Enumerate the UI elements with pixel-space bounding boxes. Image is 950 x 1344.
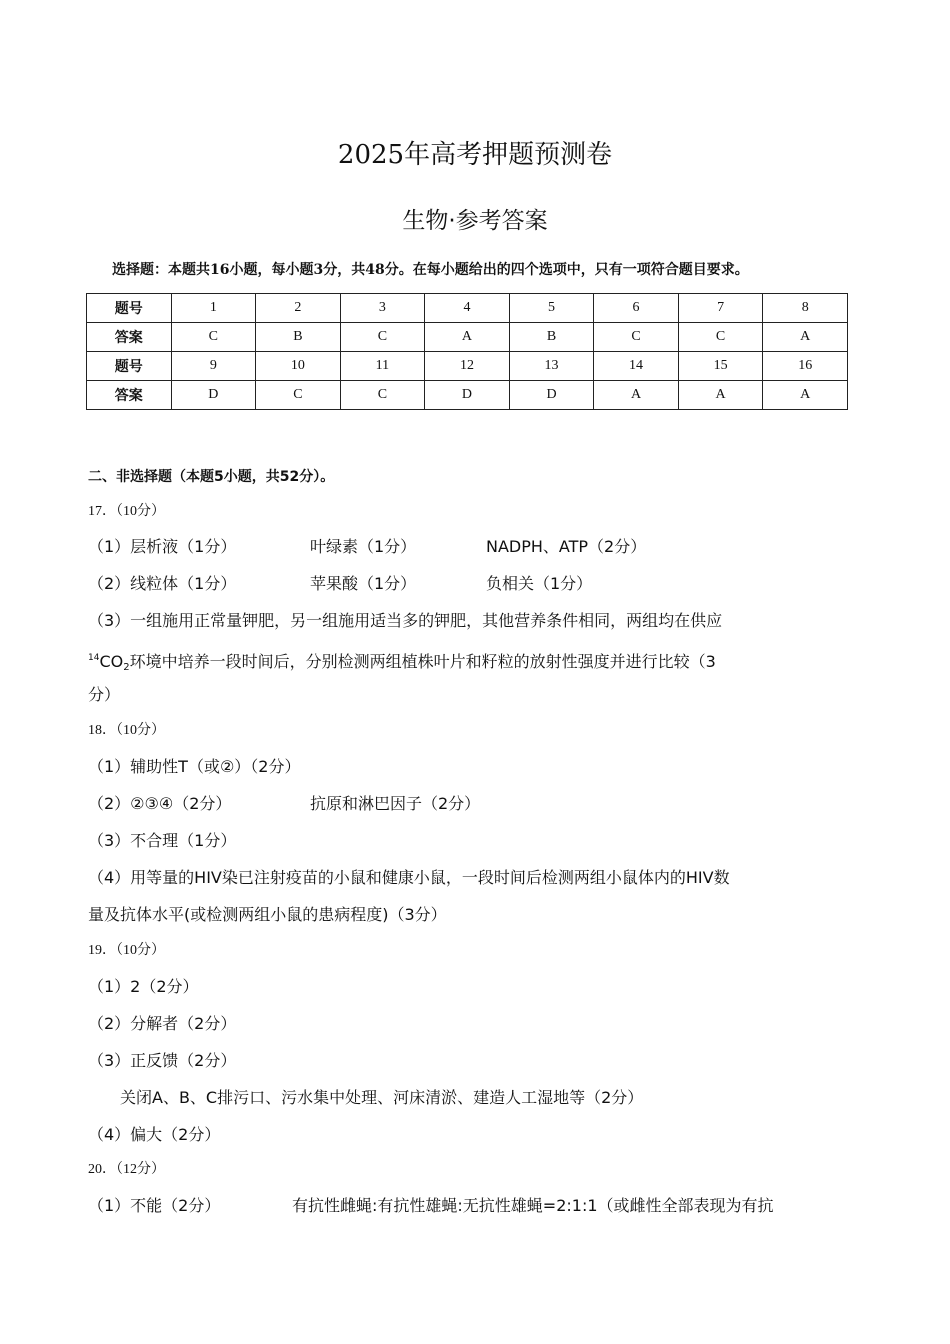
co2-subscript: 2 bbox=[123, 662, 130, 673]
question-number: 14 bbox=[594, 352, 679, 381]
isotope-superscript: 14 bbox=[88, 653, 100, 663]
q18-part3: （3）不合理（1分） bbox=[88, 831, 237, 850]
question-number: 16 bbox=[763, 352, 848, 381]
q18-part2-a: （2）②③④（2分） bbox=[88, 794, 232, 813]
co2-formula: CO bbox=[99, 652, 124, 671]
table-row bbox=[87, 381, 848, 410]
q17-part1-c: NADPH、ATP（2分） bbox=[486, 537, 647, 556]
question-number: 8 bbox=[763, 294, 848, 323]
question-17-heading: 17．（10分） bbox=[88, 504, 165, 519]
question-number: 6 bbox=[594, 294, 679, 323]
question-number: 12 bbox=[425, 352, 510, 381]
q20-part1-a: （1）不能（2分） bbox=[88, 1196, 221, 1215]
section-heading: 二、非选择题（本题5小题，共52分）。 bbox=[88, 469, 335, 485]
q17-part3-line3: 分） bbox=[88, 685, 121, 704]
q19-part3: （3）正反馈（2分） bbox=[88, 1051, 237, 1070]
question-20-heading: 20．（12分） bbox=[88, 1162, 165, 1177]
q17-part1-a: （1）层析液（1分） bbox=[88, 537, 237, 556]
q20-part1-b: 有抗性雌蝇:有抗性雄蝇:无抗性雄蝇=2:1:1（或雌性全部表现为有抗 bbox=[292, 1196, 774, 1215]
answer-cell: C bbox=[594, 323, 679, 352]
q18-part4-line2: 量及抗体水平(或检测两组小鼠的患病程度)（3分） bbox=[88, 905, 447, 924]
multiple-choice-intro: 选择题：本题共16小题，每小题3分，共48分。在每小题给出的四个选项中，只有一项符合题目要求。 bbox=[112, 262, 749, 278]
q19-part3-measures: 关闭A、B、C排污口、污水集中处理、河床清淤、建造人工湿地等（2分） bbox=[120, 1088, 644, 1107]
q17-part3-line2 bbox=[88, 648, 716, 678]
answer-cell: C bbox=[256, 381, 341, 410]
q19-part4: （4）偏大（2分） bbox=[88, 1125, 221, 1144]
question-number: 7 bbox=[678, 294, 763, 323]
table-row bbox=[87, 352, 848, 381]
answer-cell: A bbox=[425, 323, 510, 352]
question-number: 1 bbox=[171, 294, 256, 323]
answer-cell: A bbox=[678, 381, 763, 410]
row-label: 答案 bbox=[87, 323, 172, 352]
question-19-heading: 19．（10分） bbox=[88, 943, 165, 958]
q18-part4-line1: （4）用等量的HIV染已注射疫苗的小鼠和健康小鼠，一段时间后检测两组小鼠体内的HIV数 bbox=[88, 868, 730, 887]
question-number: 3 bbox=[340, 294, 425, 323]
question-number: 5 bbox=[509, 294, 594, 323]
answer-cell: A bbox=[763, 323, 848, 352]
answer-cell: B bbox=[256, 323, 341, 352]
q18-part1: （1）辅助性T（或②）（2分） bbox=[88, 757, 301, 776]
answer-table bbox=[86, 293, 848, 410]
table-row bbox=[87, 323, 848, 352]
q17-part3-line2-text: 环境中培养一段时间后，分别检测两组植株叶片和籽粒的放射性强度并进行比较（3 bbox=[129, 652, 716, 671]
answer-cell: C bbox=[678, 323, 763, 352]
question-number: 9 bbox=[171, 352, 256, 381]
row-label: 答案 bbox=[87, 381, 172, 410]
question-number: 2 bbox=[256, 294, 341, 323]
q19-part1: （1）2（2分） bbox=[88, 977, 199, 996]
answer-cell: B bbox=[509, 323, 594, 352]
page-subtitle: 生物·参考答案 bbox=[402, 208, 548, 234]
q17-part1-b: 叶绿素（1分） bbox=[310, 537, 417, 556]
question-number: 15 bbox=[678, 352, 763, 381]
question-number: 10 bbox=[256, 352, 341, 381]
answer-cell: C bbox=[340, 323, 425, 352]
answer-cell: A bbox=[594, 381, 679, 410]
answer-cell: D bbox=[509, 381, 594, 410]
q18-part2-b: 抗原和淋巴因子（2分） bbox=[310, 794, 481, 813]
question-number: 4 bbox=[425, 294, 510, 323]
q17-part2-b: 苹果酸（1分） bbox=[310, 574, 417, 593]
answer-cell: C bbox=[171, 323, 256, 352]
answer-cell: D bbox=[425, 381, 510, 410]
q17-part2-c: 负相关（1分） bbox=[486, 574, 593, 593]
question-number: 13 bbox=[509, 352, 594, 381]
page-title: 2025年高考押题预测卷 bbox=[337, 140, 613, 170]
answer-cell: D bbox=[171, 381, 256, 410]
row-label: 题号 bbox=[87, 352, 172, 381]
table-row bbox=[87, 294, 848, 323]
question-18-heading: 18．（10分） bbox=[88, 723, 165, 738]
q17-part3-line1: （3）一组施用正常量钾肥，另一组施用适当多的钾肥，其他营养条件相同，两组均在供应 bbox=[88, 611, 723, 630]
row-label: 题号 bbox=[87, 294, 172, 323]
q19-part2: （2）分解者（2分） bbox=[88, 1014, 237, 1033]
answer-cell: C bbox=[340, 381, 425, 410]
question-number: 11 bbox=[340, 352, 425, 381]
answer-cell: A bbox=[763, 381, 848, 410]
q17-part2-a: （2）线粒体（1分） bbox=[88, 574, 237, 593]
